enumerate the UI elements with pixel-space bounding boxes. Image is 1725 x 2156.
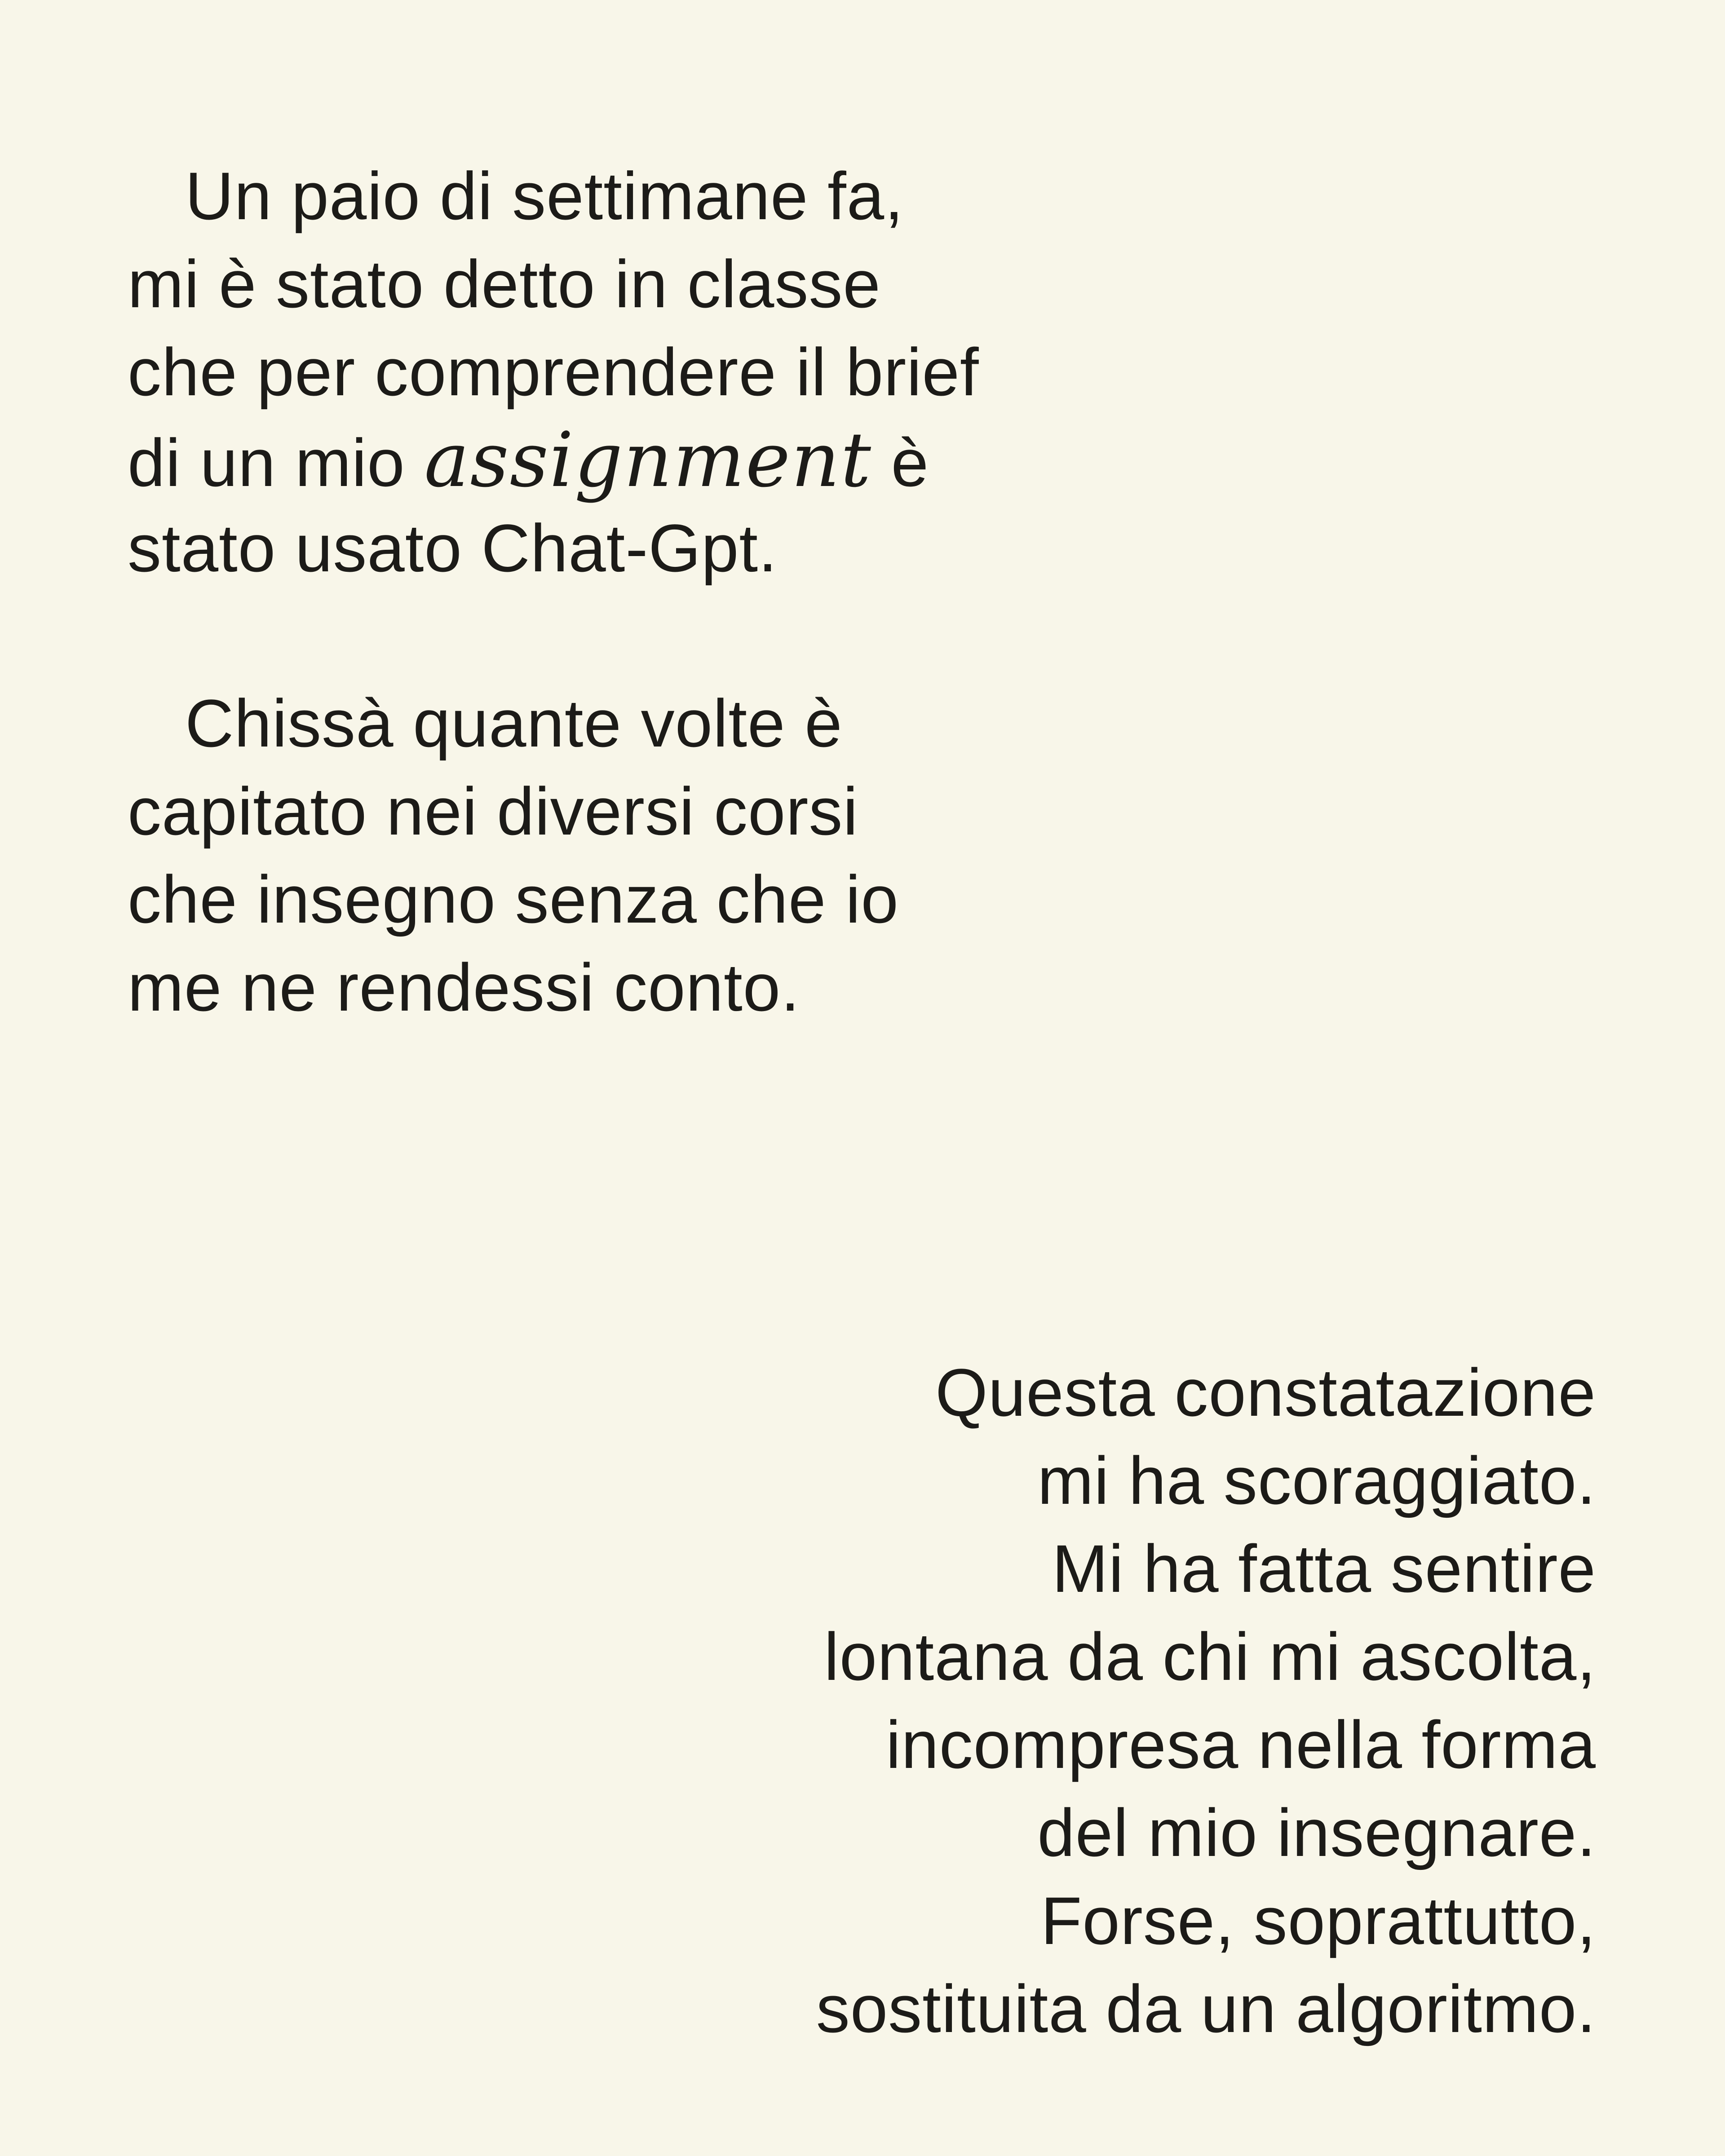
line-4-text-before: di un mio [128,425,405,500]
paragraph-1-line-3: che per comprendere il brief [128,334,979,410]
paragraph-2 [128,679,899,1031]
paragraph-2-line-4: me ne rendessi conto. [128,950,800,1025]
paragraph-3-line-3: Mi ha fatta sentire [1052,1531,1596,1606]
paragraph-3-line-7: Forse, soprattutto, [1040,1883,1596,1958]
paragraph-2-line-2: capitato nei diversi corsi [128,773,858,849]
paragraph-3-line-8: sostituita da un algoritmo. [816,1971,1596,2046]
paragraph-2-line-3: che insegno senza che io [128,862,899,937]
paragraph-1-line-4 [128,416,979,504]
paragraph-3-line-5: incompresa nella forma [885,1707,1596,1782]
paragraph-1-line-2: mi è stato detto in classe [128,246,881,322]
paragraph-1 [128,152,979,592]
script-word-assignment: assignment [424,416,872,504]
paragraph-3-line-2: mi ha scoraggiato. [1037,1443,1596,1518]
paragraph-3 [816,1348,1596,2053]
paragraph-3-line-4: lontana da chi mi ascolta, [824,1619,1596,1694]
paragraph-1-line-1: Un paio di settimane fa, [185,158,904,234]
paragraph-2-line-1: Chissà quante volte è [185,685,843,761]
paragraph-1-line-5: stato usato Chat-Gpt. [128,510,778,586]
paragraph-3-line-6: del mio insegnare. [1037,1795,1596,1870]
paragraph-3-line-1: Questa constatazione [935,1355,1596,1430]
line-4-text-after: è [891,425,929,500]
